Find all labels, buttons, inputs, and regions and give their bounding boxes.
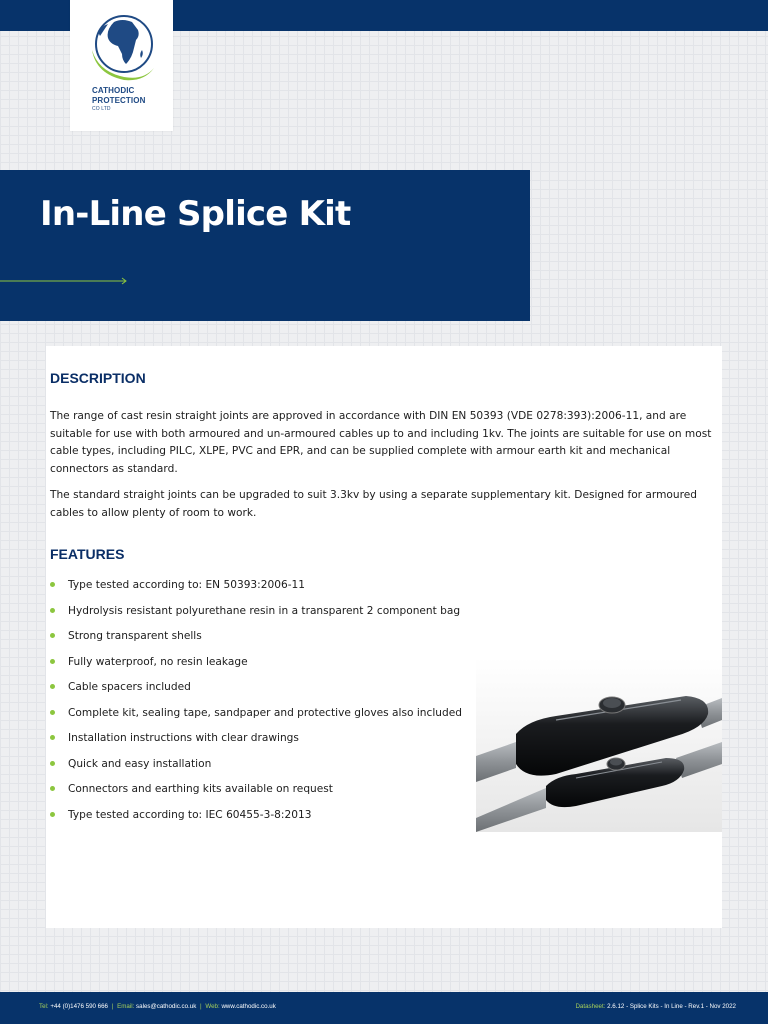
feature-text: Strong transparent shells [68,630,202,642]
features-heading: FEATURES [50,546,125,562]
logo-line-2: PROTECTION [92,96,146,105]
bullet-icon [50,786,55,791]
feature-text: Type tested according to: IEC 60455-3-8:2013 [68,808,312,821]
list-item [50,704,470,730]
bullet-icon [50,735,55,740]
footer-bar [0,992,768,1024]
company-logo [70,0,173,131]
description-heading: DESCRIPTION [50,370,146,386]
feature-text: Hydrolysis resistant polyurethane resin in a transparent 2 component bag [68,604,461,617]
bullet-icon [50,710,55,715]
bullet-icon [50,761,55,766]
list-item [50,755,470,781]
web-link[interactable]: www.cathodic.co.uk [221,1003,276,1010]
separator: | [200,1003,202,1010]
bullet-icon [50,608,55,613]
footer-datasheet [575,1003,736,1010]
feature-text: Complete kit, sealing tape, sandpaper and protective gloves also included [68,706,462,719]
feature-text: Fully waterproof, no resin leakage [68,655,248,668]
list-item [50,602,470,628]
bullet-icon [50,582,55,587]
list-item [50,627,470,653]
page-title: In-Line Splice Kit [40,194,351,234]
list-item [50,806,470,832]
bullet-icon [50,812,55,817]
separator: | [111,1003,114,1010]
arrow-right-icon [0,276,130,286]
list-item [50,678,470,704]
feature-text: Connectors and earthing kits available on request [68,783,333,795]
feature-text: Cable spacers included [68,681,191,693]
content-card [46,346,722,928]
footer-contact [39,1003,276,1010]
email-label: Email: [117,1003,135,1010]
list-item [50,780,470,806]
list-item [50,653,470,679]
description-paragraph: The standard straight joints can be upgraded to suit 3.3kv by using a separate supplementary kit. Designed for armoured cables to allow plenty of room to work. [50,489,697,519]
bullet-icon [50,633,55,638]
datasheet-label: Datasheet: [575,1003,606,1010]
logo-line-1: CATHODIC [92,86,135,95]
feature-text: Installation instructions with clear drawings [68,732,299,744]
features-list [50,576,470,831]
bullet-icon [50,659,55,664]
feature-text: Type tested according to: EN 50393:2006-11 [68,579,306,591]
description-paragraph: The range of cast resin straight joints are approved in accordance with DIN EN 50393 (VDE 0278:393):2006-11, and are suitable for use with both armoured and un-armoured cables up to and including 1kv. The joints are suitable for use on most cable types, including PILC, XLPE, PVC and EPR, and can be supplied complete with armour earth kit and mechanical connectors as standard. [50,410,712,475]
datasheet-value: 2.6.12 - Splice Kits - In Line - Rev.1 - Nov 2022 [607,1003,736,1010]
logo-wordmark [92,86,162,112]
tel-value: +44 (0)1476 590 666 [50,1003,109,1010]
list-item [50,576,470,602]
tel-label: Tel: [39,1003,49,1010]
product-photo [476,658,722,832]
web-label: Web: [205,1003,220,1010]
list-item [50,729,470,755]
logo-line-3: CO LTD [92,106,111,112]
feature-text: Quick and easy installation [68,757,212,770]
bullet-icon [50,684,55,689]
globe-africa-icon [84,10,158,84]
email-link[interactable]: sales@cathodic.co.uk [136,1003,197,1010]
title-banner [0,170,530,321]
